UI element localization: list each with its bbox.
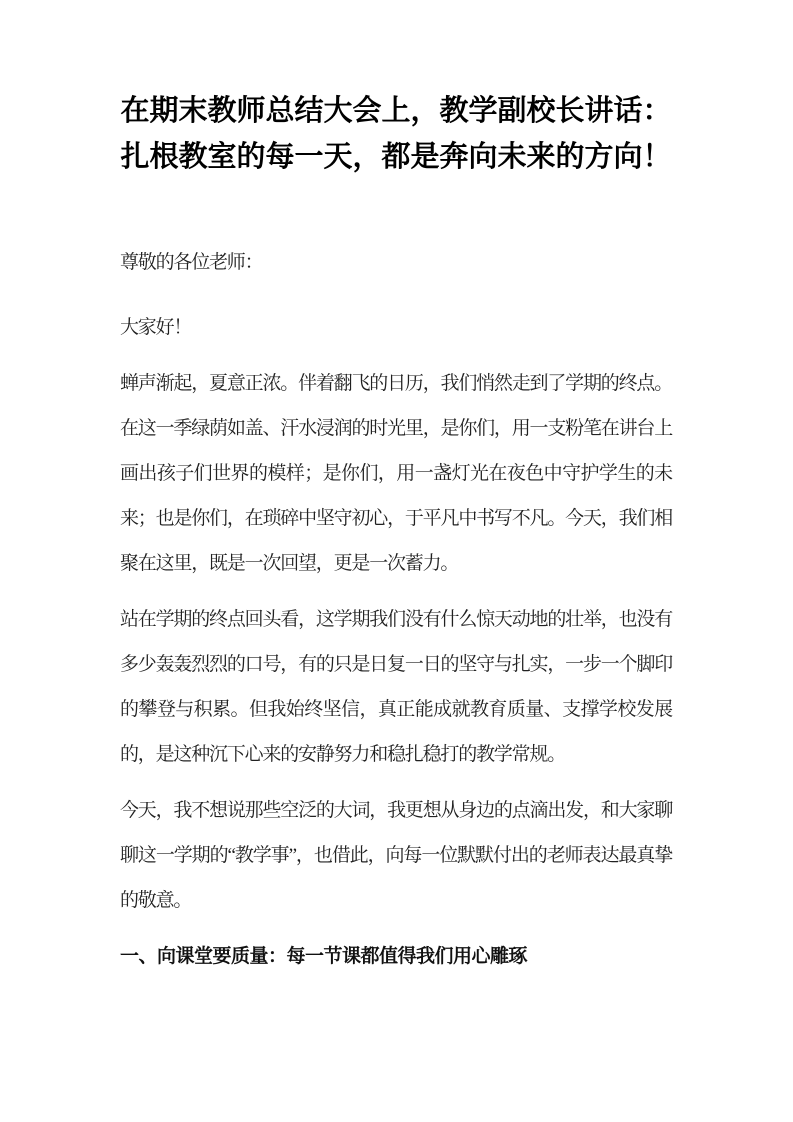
section-heading: 一、向课堂要质量：每一节课都值得我们用心雕琢 [120,946,528,967]
document-title: 在期末教师总结大会上，教学副校长讲话：扎根教室的每一天，都是奔向未来的方向！ [120,95,672,173]
body-paragraph-3: 今天，我不想说那些空泛的大词，我更想从身边的点滴出发，和大家聊聊这一学期的“教学事”，也借此，向每一位默默付出的老师表达最真挚的敬意。 [120,800,672,911]
body-paragraph-1: 蝉声渐起，夏意正浓。伴着翻飞的日历，我们悄然走到了学期的终点。在这一季绿荫如盖、汗水浸润的时光里，是你们，用一支粉笔在讲台上画出孩子们世界的模样；是你们，用一盏灯光在夜色中守护学生的未来；也是你们，在琐碎中坚守初心，于平凡中书写不凡。今天，我们相聚在这里，既是一次回望，更是一次蓄力。 [120,373,672,574]
greeting-line: 尊敬的各位老师： [120,252,263,273]
salutation-line: 大家好！ [120,317,192,338]
body-paragraph-2: 站在学期的终点回头看，这学期我们没有什么惊天动地的壮举，也没有多少轰轰烈烈的口号，有的只是日复一日的坚守与扎实，一步一个脚印的攀登与积累。但我始终坚信，真正能成就教育质量、支撑学校发展的，是这种沉下心来的安静努力和稳扎稳打的教学常规。 [120,609,672,765]
